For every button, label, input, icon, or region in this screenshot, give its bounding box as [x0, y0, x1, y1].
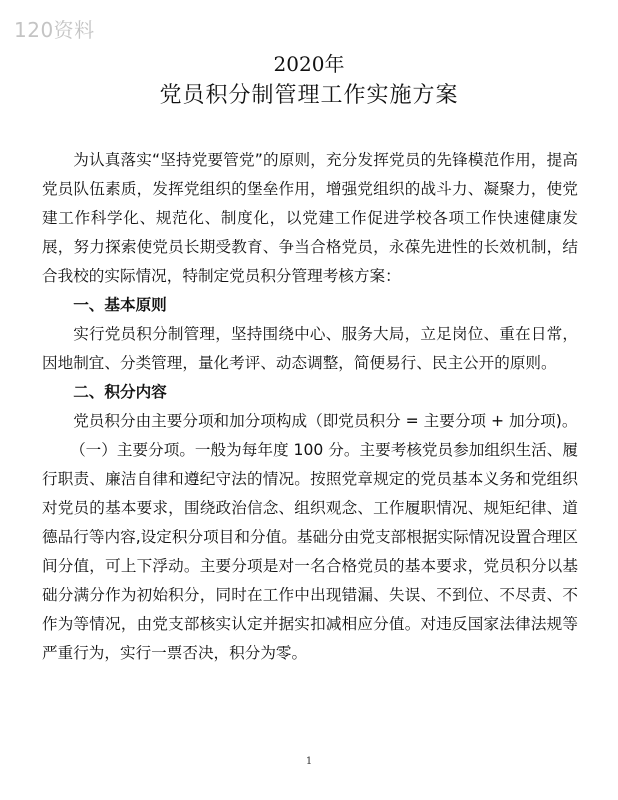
subsection-paragraph-main-items: （一）主要分项。一般为每年度 100 分。主要考核党员参加组织生活、履行职责、廉洁自律和遵纪守法的情况。按照党章规定的党员基本义务和党组织对党员的基本要求，围绕政治信念、组织观念、工作履职情况、规矩纪律、道德品行等内容,设定积分项目和分值。基础分由党支部根据实际情况设置合理区间分值，可上下浮动。主要分项是对一名合格党员的基本要求，党员积分以基础分满分作为初始积分，同时在工作中出现错漏、失误、不到位、不尽责、不作为等情况，由党支部核实认定并据实扣减相应分值。对违反国家法律法规等严重行为，实行一票否决，积分为零。: [42, 441, 578, 662]
watermark: 120资料: [14, 18, 95, 42]
intro-paragraph: 为认真落实“坚持党要管党”的原则，充分发挥党员的先锋模范作用，提高党员队伍素质，发挥党组织的堡垒作用，增强党组织的战斗力、凝聚力，使党建工作科学化、规范化、制度化，以党建工作促进学校各项工作快速健康发展，努力探索使党员长期受教育、争当合格党员，永葆先进性的长效机制，结合我校的实际情况，特制定党员积分管理考核方案：: [42, 151, 578, 285]
section-paragraph: 实行党员积分制管理，坚持围绕中心、服务大局，立足岗位、重在日常，因地制宜、分类管理，量化考评、动态调整，简便易行、民主公开的原则。: [42, 325, 578, 372]
document-title: 党员积分制管理工作实施方案: [159, 83, 459, 108]
section-heading-basic-principles: 一、基本原则: [73, 296, 167, 314]
section-heading-points-content: 二、积分内容: [73, 383, 167, 401]
section-paragraph: 党员积分由主要分项和加分项构成（即党员积分 = 主要分项 + 加分项)。: [73, 412, 578, 430]
page-number: 1: [305, 756, 313, 767]
document-title-year: 2020年: [273, 52, 345, 76]
document-body: [42, 146, 578, 668]
